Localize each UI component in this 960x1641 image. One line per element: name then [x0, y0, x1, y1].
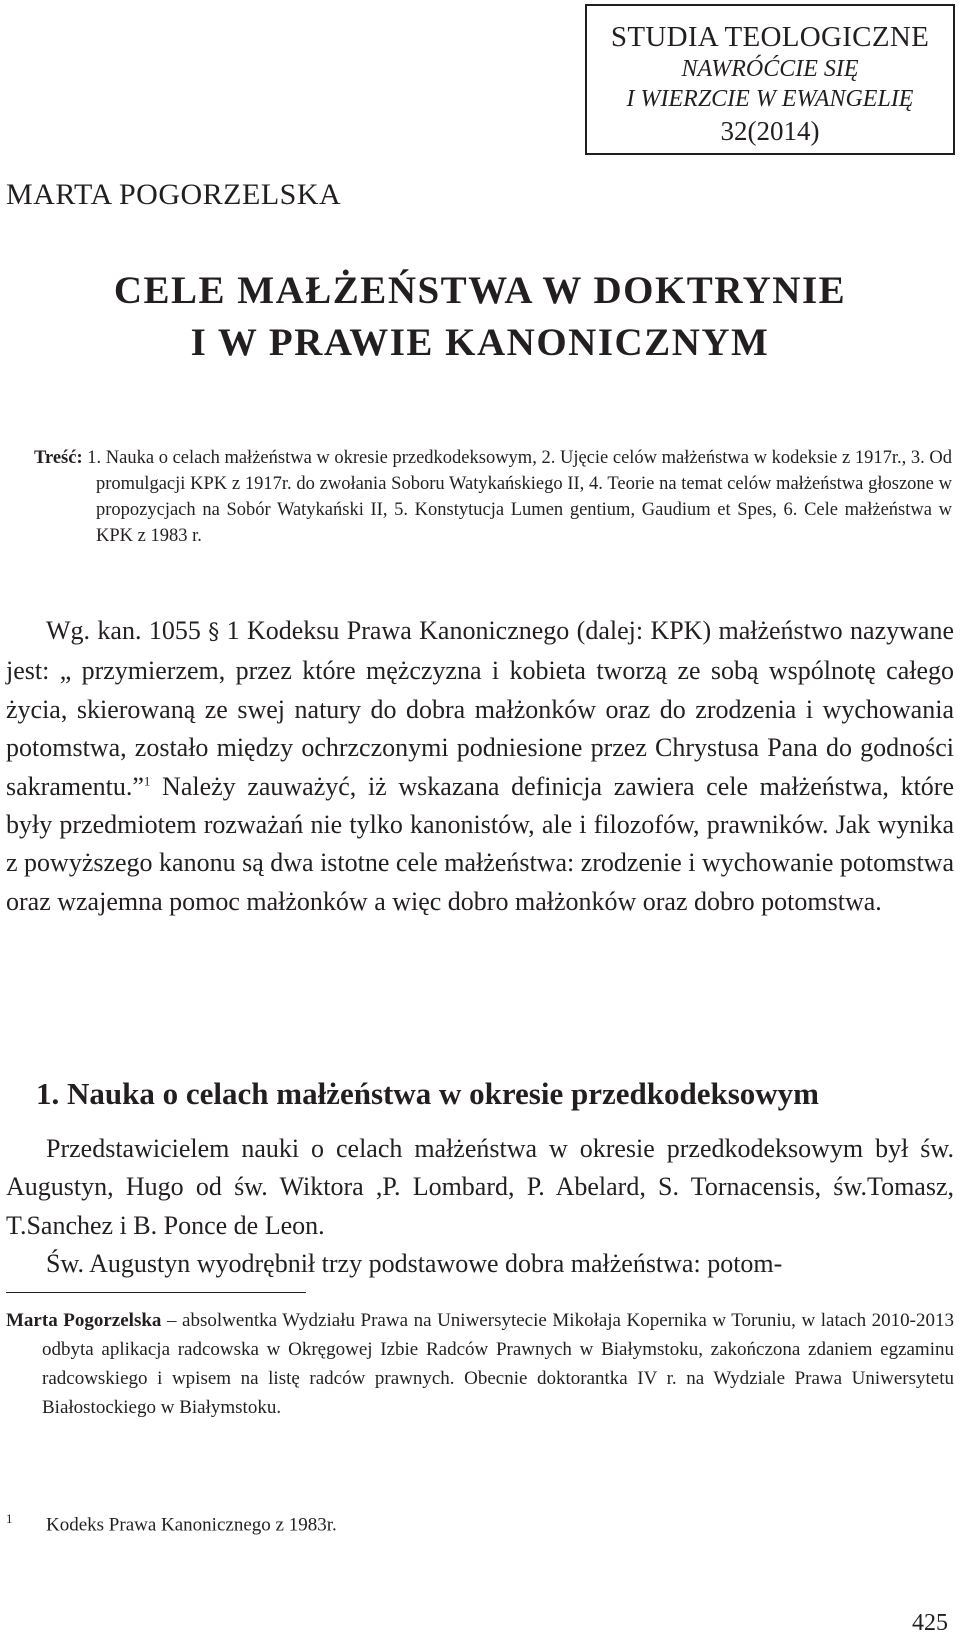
title-line1: CELE MAŁŻEŃSTWA W DOKTRYNIE [113, 269, 847, 312]
page-number: 425 [912, 1610, 948, 1636]
section1-paragraph1: Przedstawicielem nauki o celach małżeństwa w okresie przedkodeksowym był św. Augustyn, Hugo od św. Wiktora ,P. Lombard, P. Abelard, S. Tornacensis, św.Tomasz, T.Sanchez i B. Ponce de Leon. [6, 1134, 954, 1240]
journal-volume: 32(2014) [720, 116, 820, 146]
footnote-number: 1 [6, 1511, 13, 1526]
journal-name: STUDIA TEOLOGICZNE [610, 21, 930, 53]
section-heading-1: 1. Nauka o celach małżeństwa w okresie przedkodeksowym [36, 1076, 820, 1111]
footnote-text: Kodeks Prawa Kanonicznego z 1983r. [46, 1514, 337, 1536]
intro-paragraph [6, 612, 954, 921]
title-line2: I W PRAWIE KANONICZNYM [190, 321, 770, 364]
author-name: MARTA POGORZELSKA [6, 178, 342, 211]
section-sign: § [208, 620, 220, 645]
journal-motto-line2: I WIERZCIE W EWANGELIĘ [626, 86, 914, 112]
journal-box [585, 4, 955, 155]
bio-text: – absolwentka Wydziału Prawa na Uniwersytecie Mikołaja Kopernika w Toruniu, w latach 2010-2013 odbyta aplikacja radcowska w Okręgowej Izbie Radców Prawnych w Białymstoku, zakończona zdaniem egzaminu radcowskiego i wpisem na listę radców prawnych. Obecnie doktorantka IV r. na Wydziale Prawa Uniwersytetu Białostockiego w Białymstoku. [42, 1310, 955, 1418]
contents-label: Treść: [34, 448, 83, 468]
footnote-ref-1[interactable]: 1 [143, 772, 151, 788]
section1-body [6, 1130, 954, 1284]
intro-part2: 1 Kodeksu Prawa Kanonicznego (dalej: KPK) małżeństwo nazywane jest: „ przymierzem, przez które mężczyzna i kobieta tworzą ze sobą wspólnotę całego życia, skierowaną ze swej natury do dobra małżonków oraz do zrodzenia i wychowania potomstwa, zostało między ochrzczonymi podniesione przez Chrystusa Pana do godności sakramentu.” [6, 616, 954, 801]
contents-text: 1. Nauka o celach małżeństwa w okresie przedkodeksowym, 2. Ujęcie celów małżeństwa w kodeksie z 1917r., 3. Od promulgacji KPK z 1917r. do zwołania Soboru Watykańskiego II, 4. Teorie na temat celów małżeństwa głoszone w propozycjach na Sobór Watykański II, 5. Konstytucja Lumen gentium, Gaudium et Spes, 6. Cele małżeństwa w KPK z 1983 r. [87, 448, 952, 546]
table-of-contents [34, 445, 952, 549]
intro-part3: Należy zauważyć, iż wskazana definicja zawiera cele małżeństwa, które były przedmiotem rozważań nie tylko kanonistów, ale i filozofów, prawników. Jak wynika z powyższego kanonu są dwa istotne cele małżeństwa: zrodzenie i wychowanie potomstwa oraz wzajemna pomoc małżonków a więc dobro małżonków oraz dobro potomstwa. [6, 771, 954, 916]
bio-name: Marta Pogorzelska [6, 1310, 162, 1331]
author-bio [6, 1306, 954, 1422]
footnote-1 [6, 1504, 337, 1539]
article-title [0, 265, 960, 369]
intro-part1: Wg. kan. 1055 [46, 616, 209, 645]
section1-paragraph2: Św. Augustyn wyodrębnił trzy podstawowe dobra małżeństwa: potom- [46, 1249, 783, 1279]
intro-paragraph-block [6, 612, 954, 921]
footnote-divider [6, 1292, 306, 1293]
journal-motto-line1: NAWRÓĆCIE SIĘ [681, 56, 859, 82]
